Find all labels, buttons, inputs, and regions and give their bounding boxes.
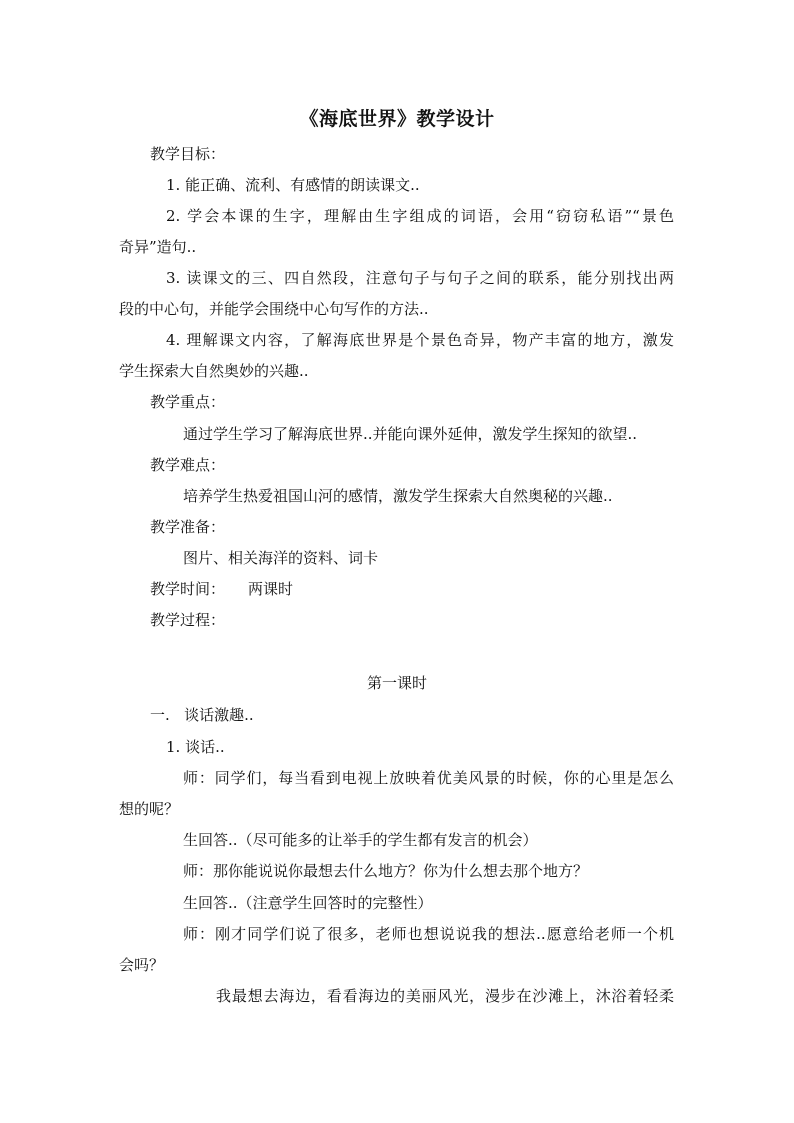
- time-value: 两课时: [248, 580, 294, 598]
- paragraph-5-line-2: 会吗？: [119, 956, 165, 974]
- key-points-text: 通过学生学习了解海底世界..并能向课外延伸，激发学生探知的欲望..: [183, 425, 638, 443]
- preparation-text: 图片、相关海洋的资料、词卡: [183, 549, 379, 567]
- objective-item-2-line-1: 2. 学会本课的生字，理解由生字组成的词语，会用“窃窃私语”“景色: [166, 207, 674, 225]
- paragraph-4: 生回答..（注意学生回答时的完整性）: [183, 894, 433, 912]
- key-points-heading: 教学重点：: [150, 393, 226, 411]
- objective-item-3-line-2: 段的中心句，并能学会围绕中心句写作的方法..: [119, 300, 429, 318]
- preparation-heading: 教学准备：: [150, 518, 226, 536]
- paragraph-1-line-2: 想的呢？: [119, 800, 180, 818]
- sub-item-1: 1. 谈话..: [166, 738, 225, 756]
- difficulties-text: 培养学生热爱祖国山河的感情，激发学生探索大自然奥秘的兴趣..: [183, 487, 613, 505]
- process-heading: 教学过程：: [150, 611, 226, 629]
- objective-item-1: 1. 能正确、流利、有感情的朗读课文..: [166, 176, 420, 194]
- time-heading: 教学时间：: [150, 580, 226, 598]
- objectives-heading: 教学目标：: [150, 145, 226, 163]
- objective-item-4-line-1: 4. 理解课文内容，了解海底世界是个景色奇异，物产丰富的地方，激发: [166, 331, 674, 349]
- objective-item-2-line-2: 奇异”造句..: [119, 238, 197, 256]
- paragraph-6: 我最想去海边，看看海边的美丽风光，漫步在沙滩上，沐浴着轻柔: [216, 987, 674, 1005]
- paragraph-5-line-1: 师：刚才同学们说了很多，老师也想说说我的想法..愿意给老师一个机: [183, 925, 674, 943]
- paragraph-3: 师：那你能说说你最想去什么地方？你为什么想去那个地方？: [183, 862, 589, 880]
- document-title: 《海底世界》教学设计: [299, 108, 495, 130]
- section-1-heading: 一. 谈话激趣..: [150, 706, 254, 724]
- paragraph-2: 生回答..（尽可能多的让举手的学生都有发言的机会）: [183, 831, 538, 849]
- difficulties-heading: 教学难点：: [150, 456, 226, 474]
- lesson-1-heading: 第一课时: [366, 674, 427, 692]
- objective-item-4-line-2: 学生探索大自然奥妙的兴趣..: [119, 362, 309, 380]
- paragraph-1-line-1: 师：同学们，每当看到电视上放映着优美风景的时候，你的心里是怎么: [183, 769, 674, 787]
- objective-item-3-line-1: 3. 读课文的三、四自然段，注意句子与句子之间的联系，能分别找出两: [166, 269, 674, 287]
